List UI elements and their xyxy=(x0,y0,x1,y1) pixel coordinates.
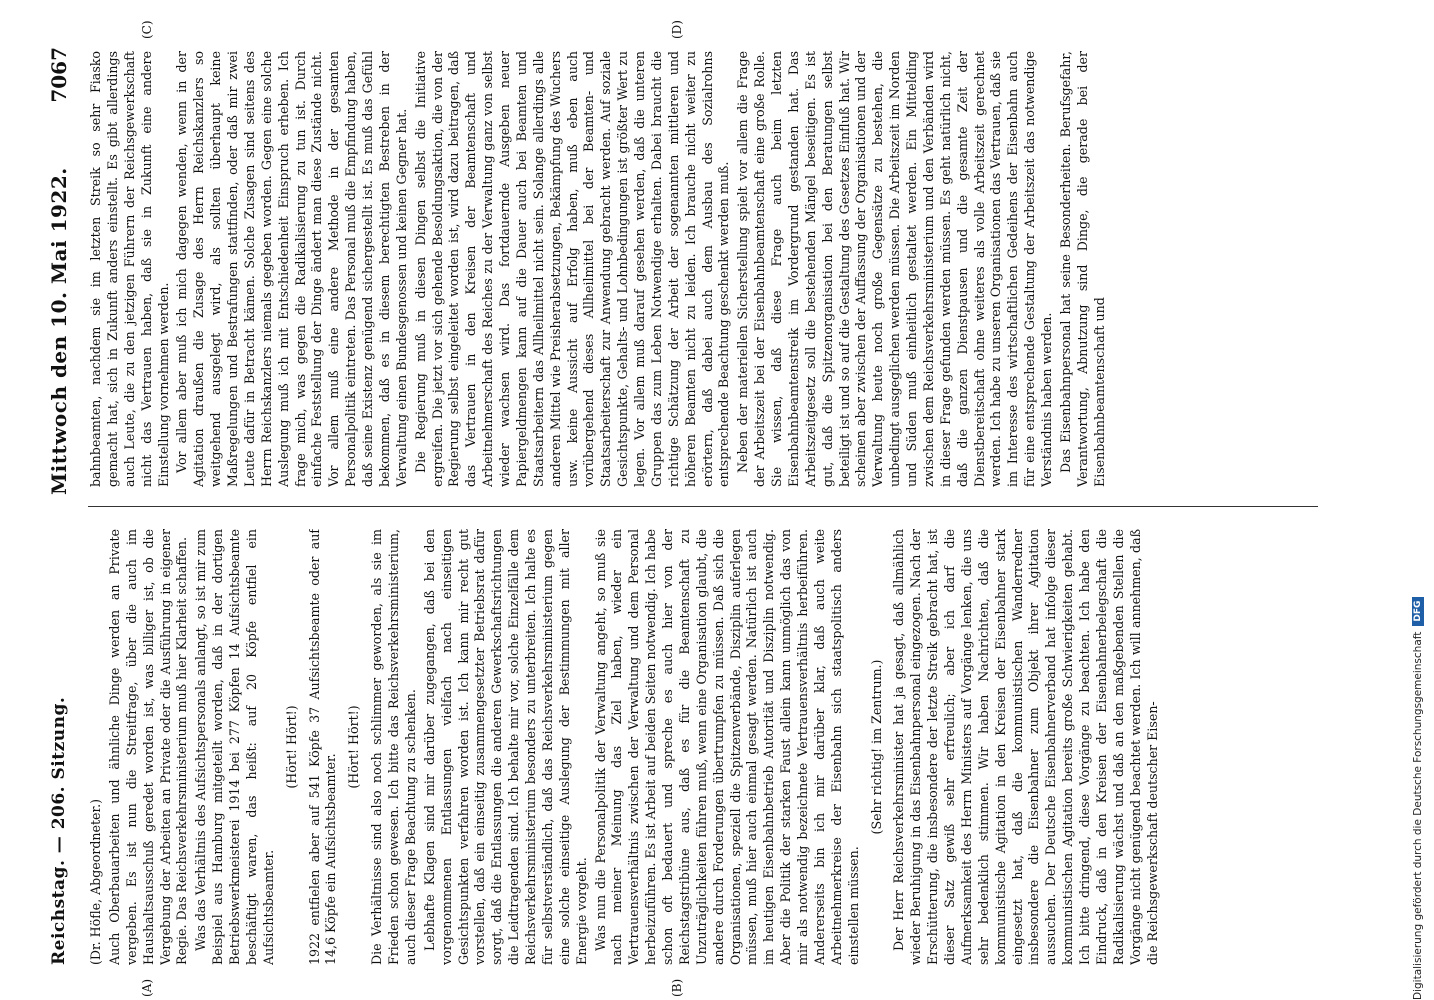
left-column-paragraph: (Dr. Höfle, Abgeordneter.) xyxy=(88,798,103,965)
rotated-document-page xyxy=(40,20,1330,997)
dfg-logo: DFG xyxy=(1412,597,1424,626)
left-column-paragraph: Der Herr Reichsverkehrsminister hat ja gesagt, daß allmählich wieder Beruhigung in das Eisenbahnpersonal eingezogen. Nach der Erschütterung, die insbesondere der letzte Streik gebracht hat, ist dieser Satz gewiß sehr erfreulich; aber ich darf die Aufmerksamkeit des Herrn Ministers auf Vorgänge lenken, die uns sehr bedenklich stimmen. Wir haben Nachrichten, daß die kommunistische Agitation in den Kreisen der Eisenbahner stark eingesetzt hat, daß die kommunistischen Wanderredner insbesondere die Eisenbahner zum Objekt ihrer Agitation aussuchen. Der Deutsche Eisenbahnerverband hat infolge dieser kommunistischen Agitation bereits große Schwierigkeiten gehabt. Ich bitte dringend, diese Vorgänge zu beachten. Ich habe den Eindruck, daß in den Kreisen der Eisenbahnerbelegschaft die Radikalisierung wächst und daß an den maßgebenden Stellen die Vorgänge nicht genügend beachtet werden. Ich will annehmen, daß die Reichsgewerkschaft deutscher Eisen- xyxy=(891,529,1160,965)
margin-marker-d: (D) xyxy=(670,20,684,39)
page-header xyxy=(40,45,78,965)
left-column-paragraph: Lebhafte Klagen sind mir darüber zugegangen, daß bei den vorgenommenen Entlassungen vielfach nach einseitigen Gesichtspunkten verfahren worden ist. Ich kann mir recht gut vorstellen, daß ein einseitig zusammengesetzter Betriebsrat dafür sorgt, daß die Entlassungen die anderen Gewerkschaftsrichtungen die Leidtragenden sind. Ich behalte mir vor, solche Einzelfälle dem Reichsverkehrsministerium besonders zu unterbreiten. Ich halte es für selbstverständlich, daß das Reichsverkehrsministerium gegen eine solche einseitige Auslegung der Bestimmungen mit aller Energie vorgeht. xyxy=(421,529,589,965)
digitization-credit xyxy=(1412,0,1424,1000)
left-column xyxy=(88,529,1328,965)
right-column-paragraph: Vor allem aber muß ich mich dagegen wenden, wenn in der Agitation draußen die Zusage des Herrn Reichskanzlers so weitgehend ausgelegt wird, als sollten überhaupt keine Maßregelungen und Bestrafungen stattfinden, oder daß mir zwei Leute dafür in Betracht kämen. Solche Zusagen sind seitens des Herrn Reichskanzlers niemals gegeben worden. Gegen eine solche Auslegung muß ich mit Entschiedenheit Einspruch erheben. Ich frage mich, was gegen die Radikalisierung zu tun ist. Durch einfache Feststellung der Dinge ändert man diese Zustände nicht. Vor allem muß eine andere Methode in der gesamten Personalpolitik eintreten. Das Personal muß die Empfindung haben, daß seine Existenz genügend sichergestellt ist. Es muß das Gefühl bekommen, daß es in diesem berechtigten Bestreben in der Verwaltung einen Bundesgenossen und keinen Gegner hat. xyxy=(174,51,409,487)
left-column-paragraph: Die Verhältnisse sind also noch schlimmer geworden, als sie im Frieden schon gewesen. Ich bitte das Reichsverkehrsministerium, auch dieser Frage Beachtung zu schenken. xyxy=(369,529,418,965)
margin-marker-a: (A) xyxy=(140,978,154,997)
right-column-paragraph: Das Eisenbahnpersonal hat seine Besonderheiten. Berufsgefahr, Verantwortung, Abnutzung sind Dinge, die gerade bei der Eisenbahnbeamtenschaft und xyxy=(1057,51,1107,487)
right-column-paragraph: Neben der materiellen Sicherstellung spielt vor allem die Frage der Arbeitszeit bei der Eisenbahnbeamtenschaft eine große Rolle. Sie wissen, daß diese Frage auch beim letzten Eisenbahnbeamtenstreik im Vordergrund gestanden hat. Das Arbeitszeitgesetz soll die bestehenden Mängel beseitigen. Es ist gut, daß die Spitzenorganisation bei den Beratungen selbst beteiligt ist und so auf die Gestaltung des Gesetzes Einfluß hat. Wir scheinen aber zwischen der Auffassung der Organisationen und der Verwaltung heute noch große Gegensätze zu bestehen, die unbedingt ausgeglichen werden müssen. Die Arbeitszeit im Norden und Süden muß einheitlich gestaltet werden. Ein Mittelding zwischen dem Reichsverkehrsministerium und den Verbänden wird in dieser Frage gefunden werden müssen. Es geht natürlich nicht, daß die ganzen Dienstpausen und die gesamte Zeit der Dienstbereitschaft ohne weiteres als volle Arbeitszeit gerechnet werden. Ich habe zu unseren Organisationen das Vertrauen, daß sie im Interesse des wirtschaftlichen Gedeihens der Eisenbahn auch für eine entsprechende Gestaltung der Arbeitszeit das notwendige Verständnis haben werden. xyxy=(735,51,1054,487)
left-column-paragraph: (Hört! Hört!) xyxy=(346,705,362,789)
left-column-paragraph: Auch Oberbauarbeiten und ähnliche Dinge werden an Private vergeben. Es ist nun die Streitfrage, über die auch im Haushaltsausschuß geredet worden ist, was billiger ist, ob die Vergebung der Arbeiten an Private oder die Ausführung in eigener Regie. Das Reichsverkehrsministerium muß hier Klarheit schaffen. xyxy=(106,529,190,965)
header-date: Mittwoch den 10. Mai 1922. xyxy=(47,167,71,495)
header-session: Reichstag. — 206. Sitzung. xyxy=(49,696,69,965)
margin-marker-b: (B) xyxy=(670,978,684,997)
page-number: 7067 xyxy=(47,47,71,103)
credit-text: Digitalisierung gefördert durch die Deutsche Forschungsgemeinschaft xyxy=(1412,631,1424,1000)
right-column-paragraph: bahnbeamten, nachdem sie im letzten Streik so sehr Fiasko gemacht hat, sich in Zukunft anders einstellt. Es gibt allerdings auch Leute, die zu den jetzigen Führern der Reichsgewerkschaft nicht das Vertrauen haben, daß sie in Zukunft eine andere Einstellung vornehmen werden. xyxy=(88,51,171,487)
column-divider xyxy=(88,506,1318,507)
left-column-paragraph: Was das Verhältnis des Aufsichtspersonals anlangt, so ist mir zum Beispiel aus Hamburg mitgeteilt worden, daß in der dortigen Betriebswerkmeisterei 1914 bei 277 Köpfen 14 Aufsichtsbeamte beschäftigt waren, das heißt: auf 20 Köpfe entfiel ein Aufsichtsbeamter. xyxy=(193,529,276,965)
left-column-paragraph: (Hört! Hört!) xyxy=(283,705,299,789)
left-column-paragraph: (Sehr richtig! im Zentrum.) xyxy=(868,659,884,835)
left-column-paragraph: 1922 entfielen aber auf 541 Köpfe 37 Aufsichtsbeamte oder auf 14,6 Köpfe ein Aufsichtsbeamter. xyxy=(306,529,339,965)
right-column xyxy=(88,51,1328,487)
margin-marker-c: (C) xyxy=(140,20,154,39)
right-column-paragraph: Die Regierung muß in diesen Dingen selbst die Initiative ergreifen. Die jetzt vor sich gehende Besoldungsaktion, die von der Regierung selbst eingeleitet worden ist, wird dazu beitragen, daß das Vertrauen in den Kreisen der Beamtenschaft und Arbeitnehmerschaft des Reiches zu der Verwaltung ganz von selbst wieder wachsen wird. Das fortdauernde Ausgeben neuer Papiergeldmengen kann auf die Dauer auch bei Beamten und Staatsarbeitern das Allheilmittel nicht sein. Solange allerdings alle anderen Mittel wie Preisherabsetzungen, Bekämpfung des Wuchers usw. keine Aussicht auf Erfolg haben, muß eben auch vorübergehend dieses Allheilmittel bei der Beamten- und Staatsarbeiterschaft zur Anwendung gebracht werden. Auf soziale Gesichtspunkte, Gehalts- und Lohnbedingungen ist größter Wert zu legen. Vor allem muß darauf gesehen werden, daß die unteren Gruppen das zum Leben Notwendige erhalten. Dabei braucht die richtige Schätzung der Arbeit der sogenannten mittleren und höheren Beamten nicht zu leiden. Ich brauche nicht weiter zu erörtern, daß dabei auch dem Ausbau des Sozialrohns entsprechende Beachtung geschenkt werden muß. xyxy=(412,51,732,487)
left-column-paragraph: Was nun die Personalpolitik der Verwaltung angeht, so muß sie nach meiner Meinung das Ziel haben, wieder ein Vertrauensverhältnis zwischen der Verwaltung und dem Personal herbeizuführen. Es ist Arbeit auf beiden Seiten notwendig. Ich habe schon oft bedauert und spreche es auch hier von der Reichstagstribüne aus, daß es für die Beamtenschaft zu Unzuträglichkeiten führen muß, wenn eine Organisation glaubt, die andere durch Forderungen übertrumpfen zu müssen. Daß sich die Organisationen, speziell die Spitzenverbände, Disziplin auferlegen müssen, muß hier auch einmal gesagt werden. Natürlich ist auch im heutigen Eisenbahnbetrieb Autorität und Disziplin notwendig. Aber die Politik der starken Faust allein kann unmöglich das von mir als notwendig bezeichnete Vertrauensverhältnis herbeiführen. Andererseits bin ich mir darüber klar, daß auch weite Arbeitnehmerkreise der Eisenbahn sich staatspolitisch anders einstellen müssen. xyxy=(592,529,861,965)
